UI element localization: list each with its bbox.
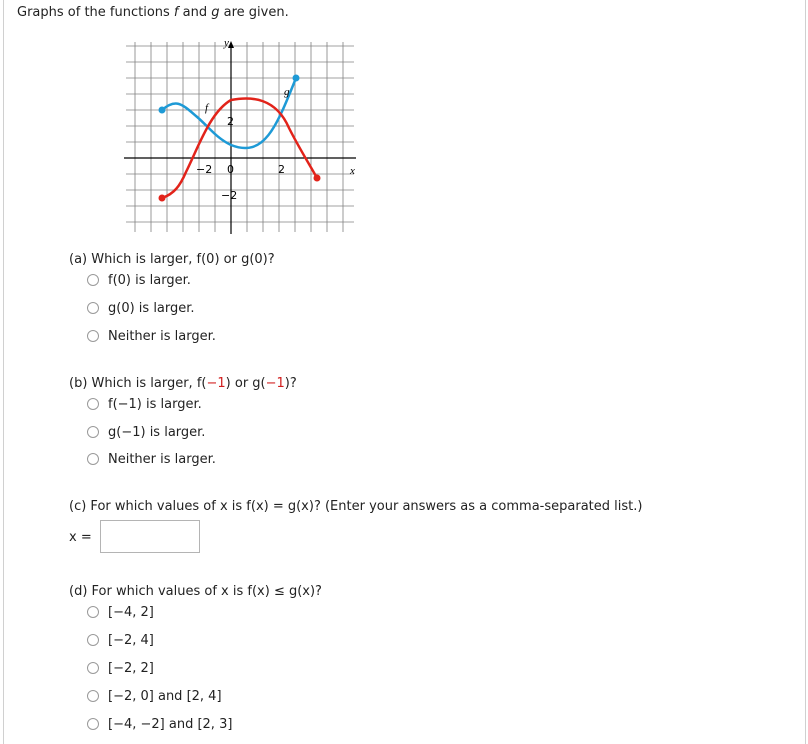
option-label: Neither is larger.: [108, 328, 216, 344]
option-label: [−2, 4]: [108, 632, 154, 648]
question-value: −1: [206, 376, 226, 391]
part-c-question: (c) For which values of x is f(x) = g(x)? (Enter your answers as a comma-separated list.): [69, 499, 643, 514]
radio-button[interactable]: [87, 690, 99, 702]
g-curve: [162, 78, 296, 148]
question-value: −1: [265, 376, 285, 391]
radio-button[interactable]: [87, 718, 99, 730]
part-d-option-3[interactable]: [87, 660, 154, 676]
option-label: [−2, 2]: [108, 660, 154, 676]
intro-g: g: [211, 5, 220, 20]
radio-button[interactable]: [87, 634, 99, 646]
radio-button[interactable]: [87, 606, 99, 618]
g-label: g: [284, 86, 290, 98]
part-d-option-5[interactable]: [87, 716, 232, 732]
grid: [126, 42, 354, 232]
option-label: Neither is larger.: [108, 451, 216, 467]
radio-button[interactable]: [87, 274, 99, 286]
question-part: (b) Which is larger, f(: [69, 376, 207, 391]
origin-label: 0: [227, 163, 234, 176]
question-part: )?: [284, 376, 297, 391]
f-endpoint-left: [159, 195, 166, 202]
intro-part: are given.: [219, 5, 289, 20]
part-d-question: (d) For which values of x is f(x) ≤ g(x)?: [69, 584, 322, 599]
part-b-option-3[interactable]: [87, 451, 216, 467]
y-axis-label: y: [224, 38, 229, 49]
option-label: [−2, 0] and [2, 4]: [108, 688, 222, 704]
option-label: f(0) is larger.: [108, 272, 191, 288]
radio-button[interactable]: [87, 398, 99, 410]
f-label: f: [205, 102, 209, 114]
x-tick-neg2: −2: [196, 163, 213, 176]
option-label: g(0) is larger.: [108, 300, 195, 316]
part-b-option-2[interactable]: [87, 424, 205, 440]
part-a-option-1[interactable]: [87, 272, 191, 288]
option-label: [−4, 2]: [108, 604, 154, 620]
y-tick-2: 2: [227, 115, 234, 128]
g-endpoint-left: [159, 107, 166, 114]
part-b-option-1[interactable]: [87, 396, 202, 412]
part-d-option-1[interactable]: [87, 604, 154, 620]
part-d-option-2[interactable]: [87, 632, 154, 648]
x-equals-label: x =: [69, 530, 92, 545]
part-a-option-3[interactable]: [87, 328, 216, 344]
part-d-option-4[interactable]: [87, 688, 222, 704]
function-graph: [124, 38, 356, 234]
y-axis: [228, 41, 234, 234]
radio-button[interactable]: [87, 453, 99, 465]
radio-button[interactable]: [87, 662, 99, 674]
question-part: ) or g(: [225, 376, 266, 391]
intro-part: Graphs of the functions: [17, 5, 174, 20]
answer-input[interactable]: [100, 520, 200, 553]
radio-button[interactable]: [87, 426, 99, 438]
x-axis: [124, 154, 356, 162]
intro-text: [17, 5, 289, 20]
part-b-question: [69, 376, 297, 391]
radio-button[interactable]: [87, 302, 99, 314]
option-label: f(−1) is larger.: [108, 396, 202, 412]
y-tick-neg2: −2: [221, 189, 238, 202]
g-endpoint-right: [293, 75, 300, 82]
intro-part: and: [178, 5, 212, 20]
part-a-option-2[interactable]: [87, 300, 195, 316]
option-label: g(−1) is larger.: [108, 424, 206, 440]
x-tick-2: 2: [278, 163, 285, 176]
option-label: [−4, −2] and [2, 3]: [108, 716, 233, 732]
radio-button[interactable]: [87, 330, 99, 342]
intro-f: f: [173, 5, 179, 20]
part-a-question: (a) Which is larger, f(0) or g(0)?: [69, 252, 275, 267]
f-endpoint-right: [314, 175, 321, 182]
x-axis-label: x: [350, 165, 355, 177]
